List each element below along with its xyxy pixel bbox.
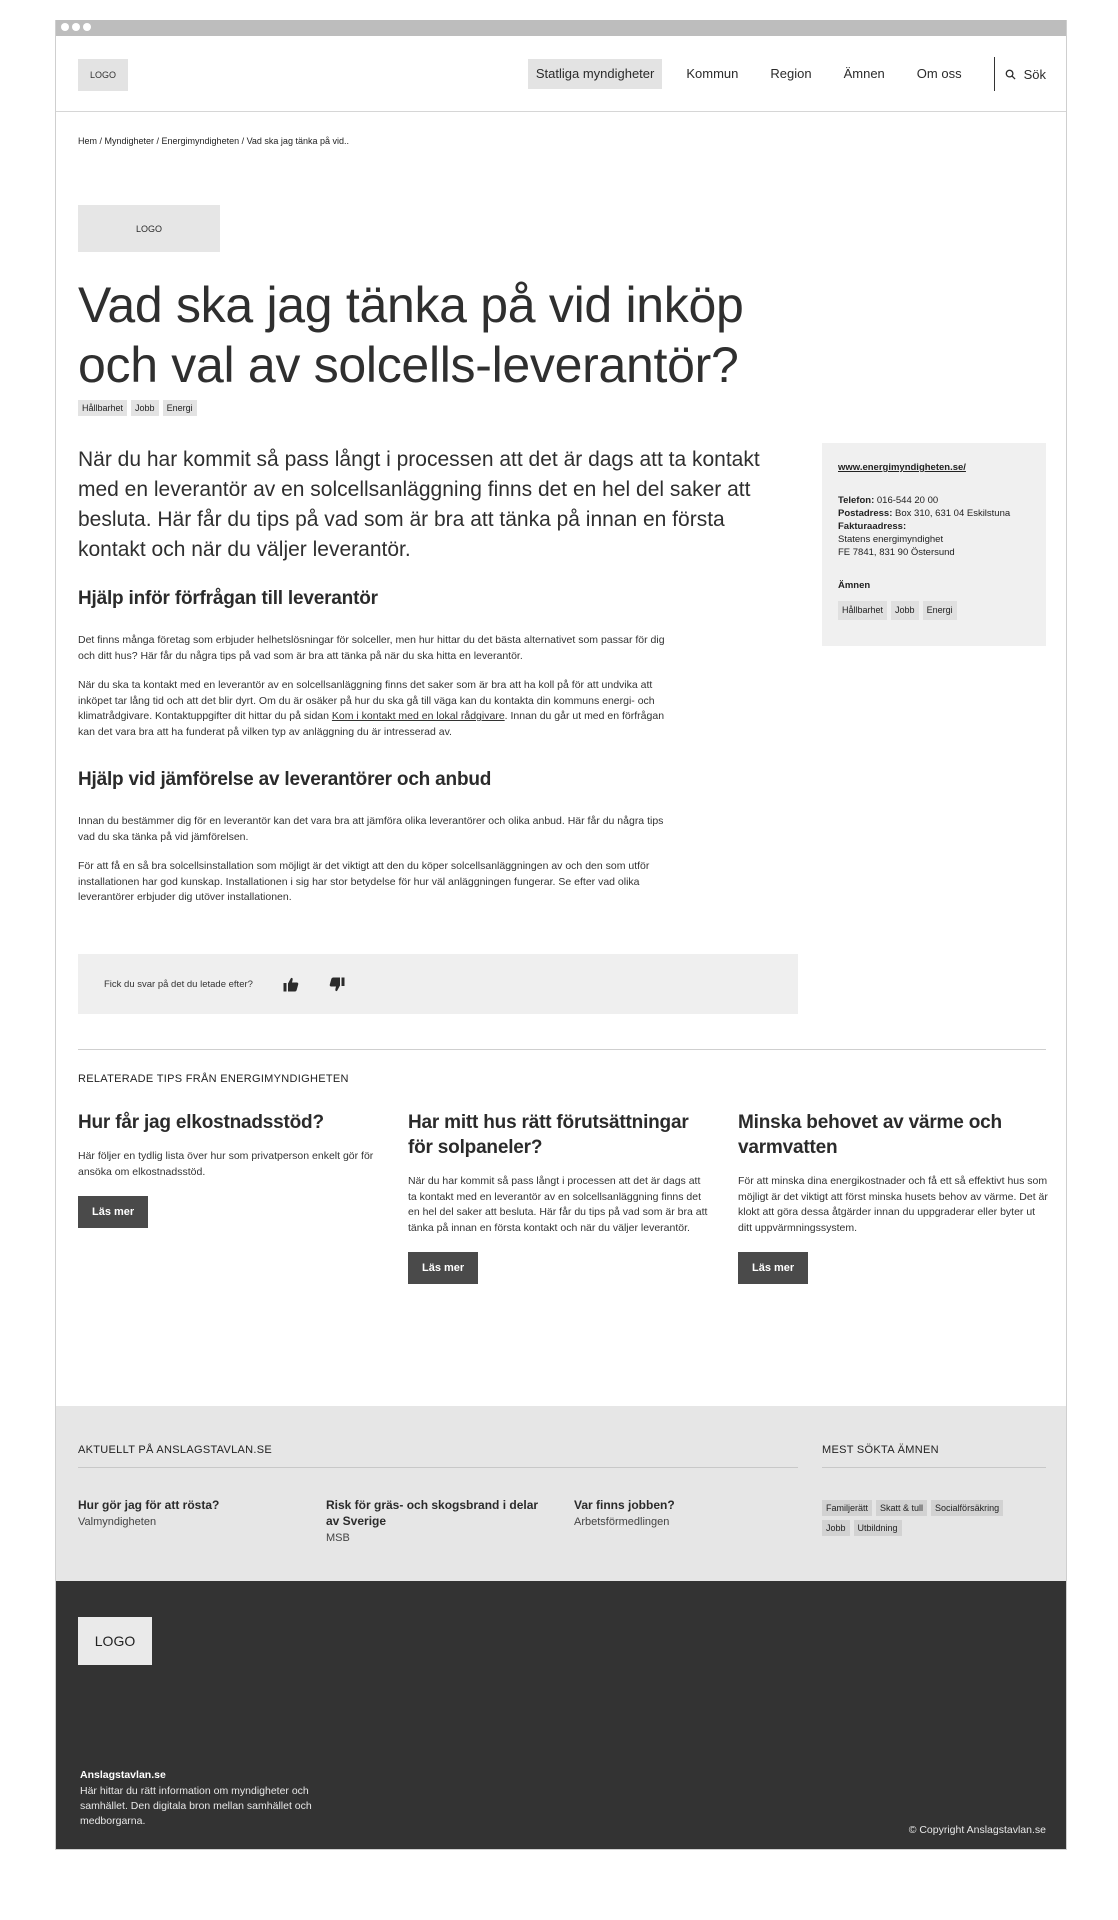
page-title-line1: Vad ska jag tänka på vid inköp [78, 277, 744, 333]
nav-item-om-oss[interactable]: Om oss [916, 66, 962, 81]
advisor-link[interactable]: Kom i kontakt med en lokal rådgivare [331, 710, 505, 722]
page-title-line2: och val av solcells-leverantör? [78, 337, 739, 393]
thumbs-down-icon [329, 977, 345, 992]
topics-heading: Ämnen [838, 580, 871, 591]
footer-description: Här hittar du rätt information om myndigheter och samhället. Den digitala bron mellan samhället och medborgarna. [80, 1785, 312, 1827]
popular-divider [822, 1467, 1046, 1468]
tag[interactable]: Hållbarhet [838, 601, 887, 620]
authority-info-box [822, 443, 1046, 646]
nav-item-statliga-myndigheter[interactable]: Statliga myndigheter [528, 59, 663, 89]
tag[interactable]: Energi [163, 400, 197, 416]
authority-website-link[interactable]: www.energimyndigheten.se/ [838, 462, 966, 473]
contact-details: Telefon: 016-544 20 00 Postadress: Box 310, 631 04 Eskilstuna Fakturaadress: Statens energimyndighet FE 7841, 831 90 Östersund [838, 494, 1030, 559]
thumbs-up-icon [283, 977, 299, 992]
related-heading: RELATERADE TIPS FRÅN ENERGIMYNDIGHETEN [78, 1073, 349, 1085]
related-card [78, 1110, 378, 1228]
card-text: När du har kommit så pass långt i processen att det är dags att ta kontakt med en leverantör av en solcellsanläggning finns det en hel del saker att besluta. Här får du tips på vad som är bra att tänka på innan en första kontakt och när du väljer leverantör. [408, 1175, 708, 1234]
breadcrumb[interactable]: Hem / Myndigheter / Energimyndigheten / Vad ska jag tänka på vid.. [78, 136, 349, 146]
news-item[interactable] [326, 1497, 551, 1544]
news-item[interactable] [78, 1497, 298, 1528]
search-button[interactable] [1005, 67, 1046, 82]
tag[interactable]: Hållbarhet [78, 400, 127, 416]
tag[interactable]: Energi [923, 601, 957, 620]
popular-topics-heading: MEST SÖKTA ÄMNEN [822, 1444, 939, 1456]
card-text: Här följer en tydlig lista över hur som privatperson enkelt gör för ansöka om elkostnadsstöd. [78, 1150, 374, 1178]
authority-logo: LOGO [78, 205, 220, 252]
phone-number: 016-544 20 00 [874, 495, 939, 506]
section-heading: Hjälp vid jämförelse av leverantörer och anbud [78, 769, 492, 790]
invoice-address: FE 7841, 831 90 Östersund [838, 547, 955, 558]
popular-tags [822, 1500, 1022, 1536]
tag[interactable]: Jobb [822, 1520, 850, 1536]
news-source: Arbetsförmedlingen [574, 1516, 670, 1528]
read-more-button[interactable]: Läs mer [78, 1196, 148, 1228]
read-more-button[interactable]: Läs mer [738, 1252, 808, 1284]
infobox-tags [838, 601, 1030, 620]
site-header [56, 36, 1066, 112]
header-logo[interactable]: LOGO [78, 59, 128, 91]
paragraph: När du ska ta kontakt med en leverantör av en solcellsanläggning finns det saker som är bra att ha koll på för att undvika att inköpet tar lång tid och att det blir dyrt. Om du är osäker på hur du ska gå till väga kan du kontakta din kommuns energi- och klimatrådgivare. Kontaktuppgifter dit hittar du på sidan Kom i kontakt med en lokal rådgivare. Innan du går ut med en förfrågan kan det vara bra att ha funderat på vilken typ av anläggning du är intresserad av. [78, 679, 665, 738]
feedback-panel [78, 954, 798, 1014]
news-title[interactable]: Risk för gräs- och skogsbrand i delar av Sverige [326, 1498, 539, 1528]
card-title[interactable]: Hur får jag elkostnadsstöd? [78, 1112, 324, 1133]
tag[interactable]: Familjerätt [822, 1500, 872, 1516]
main-nav [528, 57, 1046, 91]
footer-logo[interactable]: LOGO [78, 1617, 152, 1665]
browser-frame [55, 20, 1067, 1850]
nav-item-kommun[interactable]: Kommun [686, 66, 739, 81]
section-heading: Hjälp inför förfrågan till leverantör [78, 588, 378, 609]
invoice-address: Statens energimyndighet [838, 534, 944, 545]
news-item[interactable] [574, 1497, 794, 1528]
nav-item-region[interactable]: Region [770, 66, 812, 81]
postal-address: Box 310, 631 04 Eskilstuna [892, 508, 1011, 519]
feedback-question: Fick du svar på det du letade efter? [104, 978, 253, 990]
tag[interactable]: Utbildning [854, 1520, 902, 1536]
nav-divider [994, 57, 995, 91]
tag[interactable]: Skatt & tull [876, 1500, 927, 1516]
search-label: Sök [1023, 66, 1046, 82]
paragraph: För att få en så bra solcellsinstallation som möjligt är det viktigt att den du köper solcellsanläggningen av och den som utför installationen har god kunskap. Installationen i sig har stor betydelse för hur väl anläggningen fungerar. Se efter vad olika leverantörer erbjuder dig utöver installationen. [78, 860, 650, 903]
news-section [56, 1406, 1067, 1581]
news-title[interactable]: Hur gör jag för att rösta? [78, 1498, 220, 1512]
read-more-button[interactable]: Läs mer [408, 1252, 478, 1284]
news-title[interactable]: Var finns jobben? [574, 1498, 675, 1512]
search-icon [1005, 69, 1016, 80]
site-footer [56, 1581, 1067, 1850]
article-lead: När du har kommit så pass långt i processen att det är dags att ta kontakt med en leverantör av en solcellsanläggning finns det en hel del saker att besluta. Här får du tips på vad som är bra att tänka på innan en första kontakt och när du väljer leverantör. [78, 448, 760, 561]
news-heading: AKTUELLT PÅ ANSLAGSTAVLAN.SE [78, 1444, 273, 1456]
paragraph: Det finns många företag som erbjuder helhetslösningar för solceller, men hur hittar du det bästa alternativet som passar för dig och ditt hus? Här får du några tips på vad som är bra att tänka på när du ska hitta en leverantör. [78, 634, 665, 662]
card-title[interactable]: Minska behovet av värme och varmvatten [738, 1112, 1002, 1158]
tag[interactable]: Socialförsäkring [931, 1500, 1003, 1516]
copyright: © Copyright Anslagstavlan.se [908, 1824, 1046, 1836]
page-title [78, 275, 838, 395]
card-title[interactable]: Har mitt hus rätt förutsättningar för solpaneler? [408, 1112, 689, 1158]
window-dots [61, 23, 91, 31]
news-source: MSB [326, 1532, 350, 1544]
footer-site-name: Anslagstavlan.se [80, 1769, 166, 1781]
related-card [408, 1110, 708, 1284]
news-source: Valmyndigheten [78, 1516, 157, 1528]
card-text: För att minska dina energikostnader och få ett så effektivt hus som möjligt är det viktigt att först minska husets behov av värme. Det är klokt att göra dessa åtgärder innan du uppgraderar eller byter ut ditt uppvärmningssystem. [738, 1175, 1048, 1234]
thumbs-down-button[interactable] [329, 977, 345, 992]
browser-bar [56, 20, 1066, 36]
tag[interactable]: Jobb [131, 400, 159, 416]
thumbs-up-button[interactable] [283, 977, 299, 992]
section-divider [78, 1049, 1046, 1050]
tag[interactable]: Jobb [891, 601, 919, 620]
related-card [738, 1110, 1048, 1284]
news-divider [78, 1467, 798, 1468]
article-tags [78, 400, 197, 416]
nav-item-amnen[interactable]: Ämnen [843, 66, 885, 81]
paragraph: Innan du bestämmer dig för en leverantör kan det vara bra att jämföra olika leverantörer och olika anbud. Här får du några tips vad du ska tänka på vid jämförelsen. [78, 815, 664, 843]
